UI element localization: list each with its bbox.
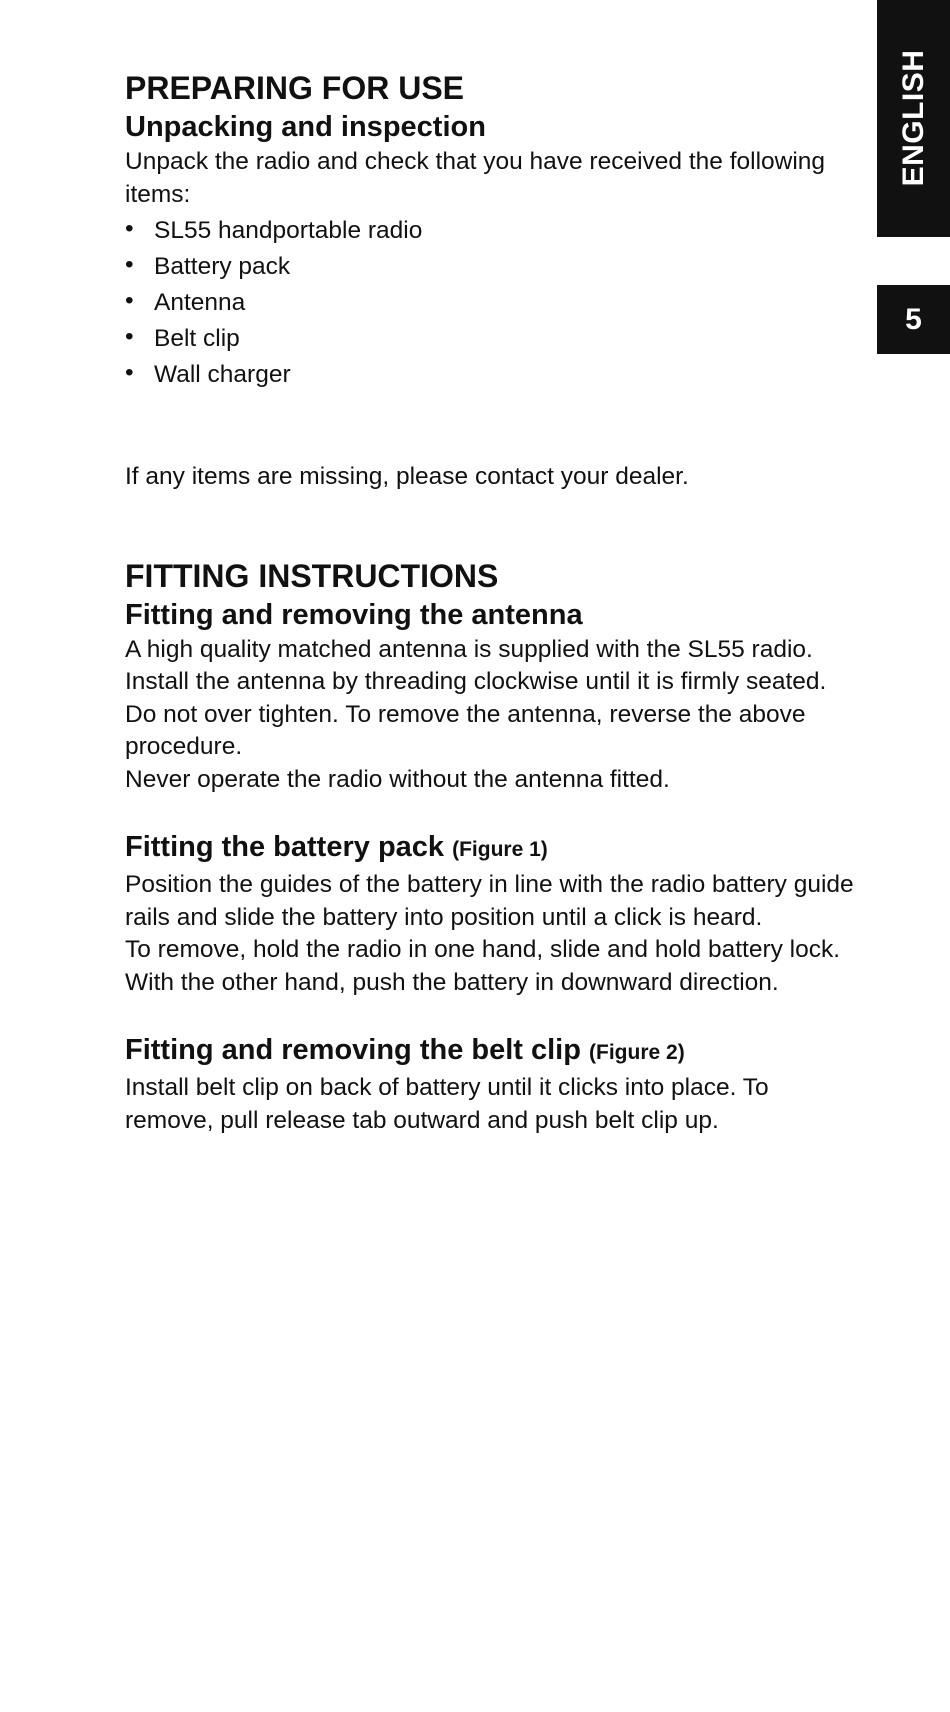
belt-clip-subheading: [125, 1031, 855, 1072]
belt-clip-subheading-text: Fitting and removing the belt clip: [125, 1034, 581, 1066]
battery-figure-ref: (Figure 1): [452, 838, 548, 861]
language-tab-label: ENGLISH: [896, 49, 930, 187]
language-tab: [877, 0, 950, 237]
unpacking-intro: Unpack the radio and check that you have received the following items:: [125, 148, 826, 208]
preparing-heading: PREPARING FOR USE: [125, 70, 464, 106]
unpacking-subheading: Unpacking and inspection: [125, 111, 486, 143]
list-item: • Belt clip: [125, 321, 855, 357]
missing-items-note: If any items are missing, please contact your dealer.: [125, 463, 689, 490]
antenna-warning: Never operate the radio without the antenna fitted.: [125, 765, 670, 793]
antenna-subheading: Fitting and removing the antenna: [125, 598, 583, 631]
belt-clip-body: Install belt clip on back of battery until it clicks into place. To remove, pull release tab outward and push belt clip up.: [125, 1074, 769, 1134]
battery-subheading-text: Fitting the battery pack: [125, 831, 445, 863]
antenna-body: A high quality matched antenna is supplied with the SL55 radio. Install the antenna by threading clockwise until it is firmly seated. Do not over tighten. To remove the antenna, reverse the above procedure.: [125, 635, 827, 760]
list-item: • SL55 handportable radio: [125, 213, 855, 249]
battery-remove-body: To remove, hold the radio in one hand, slide and hold battery lock. With the other hand, push the battery in downward direction.: [125, 936, 841, 996]
list-item: • Battery pack: [125, 249, 855, 285]
page-content: [125, 68, 855, 1137]
list-item: • Wall charger: [125, 357, 855, 393]
battery-body: Position the guides of the battery in line with the radio battery guide rails and slide the battery into position until a click is heard.: [125, 871, 854, 931]
fitting-heading: FITTING INSTRUCTIONS: [125, 557, 499, 594]
belt-clip-figure-ref: (Figure 2): [589, 1041, 685, 1064]
page-number-tab: 5: [877, 285, 950, 354]
list-item: • Antenna: [125, 285, 855, 321]
items-list: [125, 213, 855, 393]
battery-subheading: [125, 828, 855, 869]
